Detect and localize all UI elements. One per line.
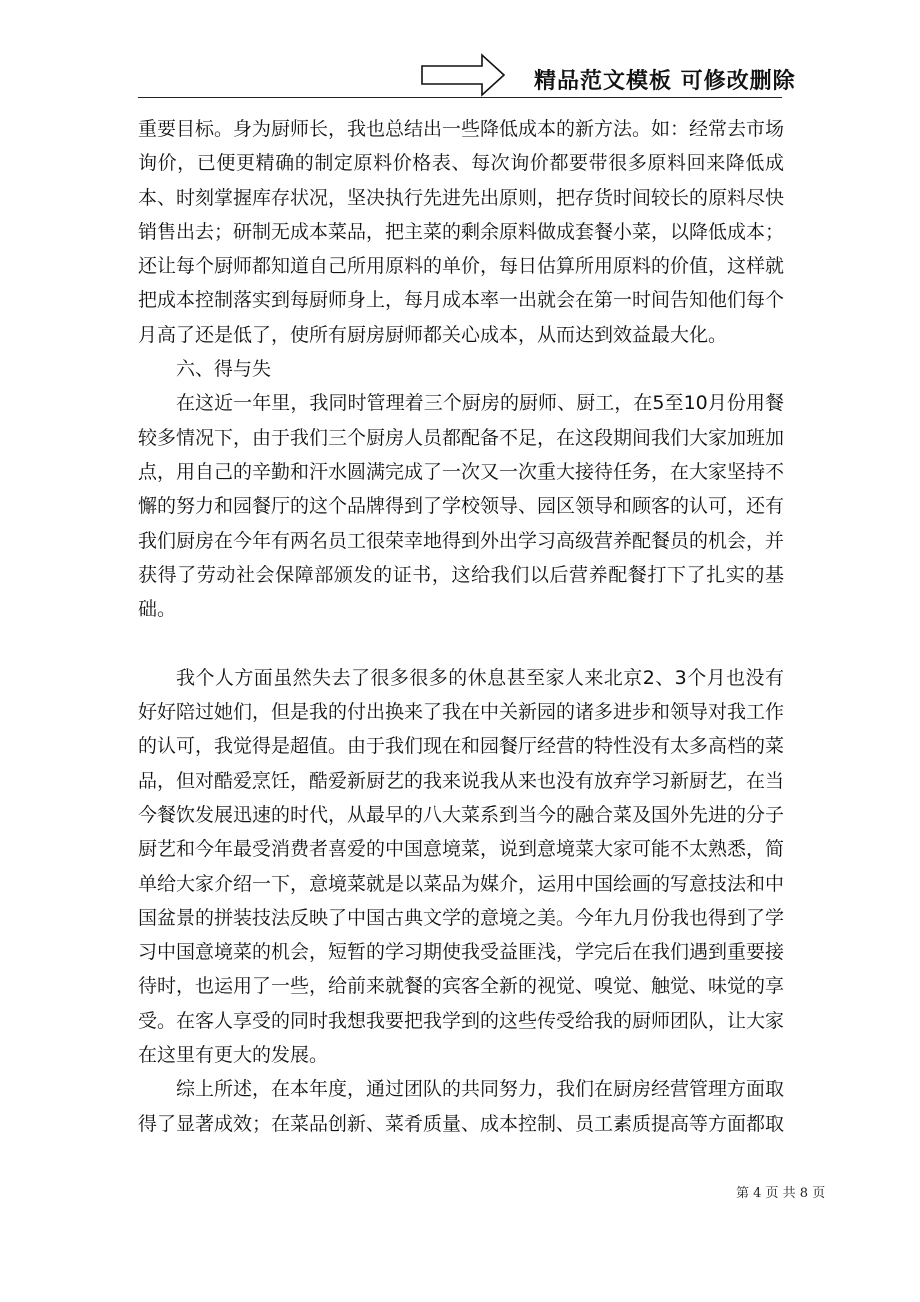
header-divider bbox=[138, 97, 782, 98]
paragraph-summary: 综上所述，在本年度，通过团队的共同努力，我们在厨房经营管理方面取得了显著成效；在菜品创新、菜肴质量、成本控制、员工素质提高等方面都取 bbox=[138, 1078, 785, 1135]
paragraph-personal: 我个人方面虽然失去了很多很多的休息甚至家人来北京2、3个月也没有好好陪过她们，但是我的付出换来了我在中关新园的诸多进步和领导对我工作的认可，我觉得是超值。由于我们现在和园餐厅经营的特性没有太多高档的菜品，但对酷爱烹饪，酷爱新厨艺的我来说我从来也没有放弃学习新厨艺，在当今餐饮发展迅速的时代，从最早的八大菜系到当今的融合菜及国外先进的分子厨艺和今年最受消费者喜爱的中国意境菜，说到意境菜大家可能不太熟悉，简单给大家介绍一下，意境菜就是以菜品为媒介，运用中国绘画的写意技法和中国盆景的拼装技法反映了中国古典文学的意境之美。今年九月份我也得到了学习中国意境菜的机会，短暂的学习期使我受益匪浅，学完后在我们遇到重要接待时，也运用了一些，给前来就餐的宾客全新的视觉、嗅觉、触觉、味觉的享受。在客人享受的同时我想我要把我学到的这些传受给我的厨师团队，让大家在这里有更大的发展。 bbox=[138, 666, 785, 1067]
right-arrow-outline-icon bbox=[420, 52, 506, 98]
page-number: 第 4 页 共 8 页 bbox=[736, 1186, 826, 1201]
paragraph-gains-losses: 在这近一年里，我同时管理着三个厨房的厨师、厨工，在5至10月份用餐较多情况下，由于我们三个厨房人员都配备不足，在这段期间我们大家加班加点，用自己的辛勤和汗水圆满完成了一次又一次重大接待任务，在大家坚持不懈的努力和园餐厅的这个品牌得到了学校领导、园区领导和顾客的认可，还有我们厨房在今年有两名员工很荣幸地得到外出学习高级营养配餐员的机会，并获得了劳动社会保障部颁发的证书，这给我们以后营养配餐打下了扎实的基础。 bbox=[138, 392, 785, 621]
header-title: 精品范文模板 可修改删除 bbox=[534, 69, 796, 94]
section-heading: 六、得与失 bbox=[176, 358, 272, 381]
continued-paragraph: 重要目标。身为厨师长，我也总结出一些降低成本的新方法。如：经常去市场询价，已便更精确的制定原料价格表、每次询价都要带很多原料回来降低成本、时刻掌握库存状况，坚决执行先进先出原则，把存货时间较长的原料尽快销售出去；研制无成本菜品，把主菜的剩余原料做成套餐小菜，以降低成本；还让每个厨师都知道自己所用原料的单价，每日估算所用原料的价值，这样就把成本控制落实到每厨师身上，每月成本率一出就会在第一时间告知他们每个月高了还是低了，使所有厨房厨师都关心成本，从而达到效益最大化。 bbox=[138, 118, 785, 346]
document-body bbox=[138, 112, 784, 1141]
paragraph-spacer bbox=[138, 626, 784, 660]
